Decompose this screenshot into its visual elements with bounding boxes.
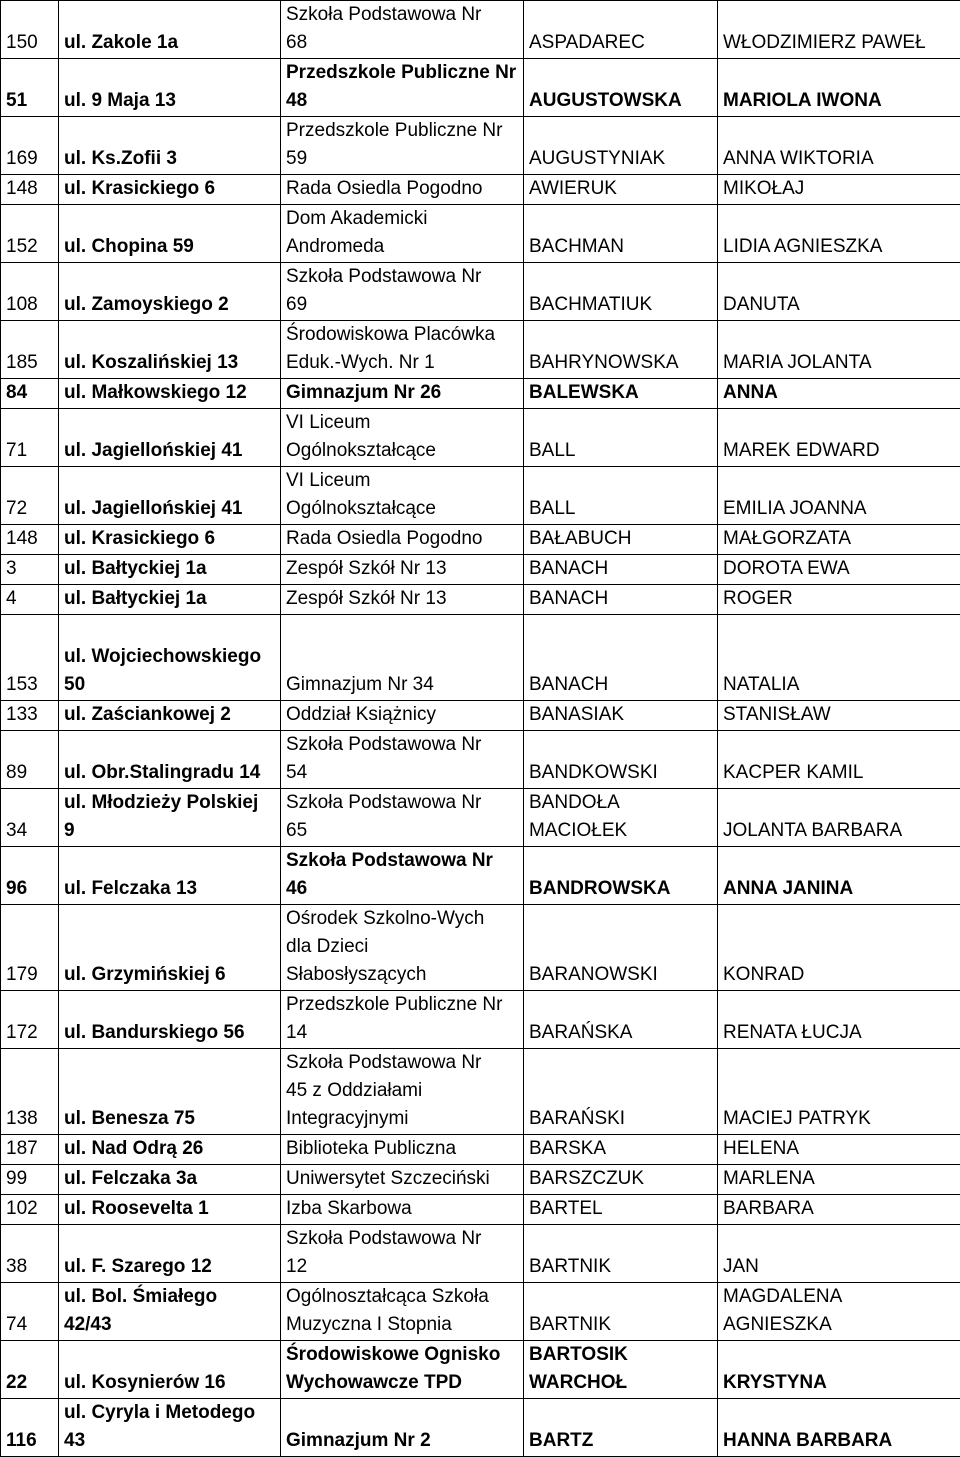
cell-id: 153 [1,615,59,701]
cell-surname: BANDROWSKA [524,847,718,905]
cell-first-names: MARLENA [718,1165,960,1195]
cell-institution: Biblioteka Publiczna [281,1135,524,1165]
cell-institution: Szkoła Podstawowa Nr 45 z Oddziałami Integracyjnymi [281,1049,524,1135]
cell-id: 185 [1,321,59,379]
table-row [1,467,960,525]
cell-institution: Zespół Szkół Nr 13 [281,585,524,615]
cell-institution: Rada Osiedla Pogodno [281,175,524,205]
cell-institution: Ośrodek Szkolno-Wych dla Dzieci Słabosłyszących [281,905,524,991]
cell-address: ul. Grzymińskiej 6 [59,905,281,991]
cell-id: 148 [1,175,59,205]
cell-id: 152 [1,205,59,263]
table-row [1,1,960,59]
cell-surname: AUGUSTYNIAK [524,117,718,175]
cell-address: ul. Jagiellońskiej 41 [59,467,281,525]
table-row [1,847,960,905]
cell-surname: BARANOWSKI [524,905,718,991]
cell-id: 71 [1,409,59,467]
table-row [1,731,960,789]
cell-address: ul. Ks.Zofii 3 [59,117,281,175]
cell-address: ul. Zaściankowej 2 [59,701,281,731]
cell-address: ul. Jagiellońskiej 41 [59,409,281,467]
cell-id: 84 [1,379,59,409]
cell-institution: Szkoła Podstawowa Nr 68 [281,1,524,59]
table-row [1,991,960,1049]
cell-institution: Rada Osiedla Pogodno [281,525,524,555]
cell-id: 22 [1,1341,59,1399]
cell-id: 116 [1,1399,59,1457]
cell-first-names: KACPER KAMIL [718,731,960,789]
cell-surname: BARTOSIK WARCHOŁ [524,1341,718,1399]
cell-surname: BARAŃSKA [524,991,718,1049]
cell-surname: BARSZCZUK [524,1165,718,1195]
cell-address: ul. Wojciechowskiego 50 [59,615,281,701]
cell-institution: VI Liceum Ogólnokształcące [281,409,524,467]
cell-address: ul. Cyryla i Metodego 43 [59,1399,281,1457]
table-row [1,409,960,467]
cell-address: ul. Bol. Śmiałego 42/43 [59,1283,281,1341]
cell-institution: Szkoła Podstawowa Nr 65 [281,789,524,847]
cell-address: ul. Roosevelta 1 [59,1195,281,1225]
cell-first-names: MIKOŁAJ [718,175,960,205]
cell-first-names: MAREK EDWARD [718,409,960,467]
cell-address: ul. Bałtyckiej 1a [59,555,281,585]
cell-institution: Środowiskowe Ognisko Wychowawcze TPD [281,1341,524,1399]
cell-institution: Przedszkole Publiczne Nr 48 [281,59,524,117]
cell-surname: BALEWSKA [524,379,718,409]
table-row [1,555,960,585]
cell-first-names: ANNA WIKTORIA [718,117,960,175]
table-row [1,525,960,555]
cell-institution: Gimnazjum Nr 34 [281,615,524,701]
cell-institution: Ogólnoształcąca Szkoła Muzyczna I Stopnia [281,1283,524,1341]
cell-institution: Szkoła Podstawowa Nr 54 [281,731,524,789]
cell-institution: Gimnazjum Nr 26 [281,379,524,409]
cell-first-names: ANNA [718,379,960,409]
cell-institution: Szkoła Podstawowa Nr 12 [281,1225,524,1283]
table-row [1,59,960,117]
cell-id: 51 [1,59,59,117]
cell-address: ul. F. Szarego 12 [59,1225,281,1283]
cell-surname: BANACH [524,585,718,615]
table-row [1,615,960,701]
cell-surname: BAŁABUCH [524,525,718,555]
cell-first-names: NATALIA [718,615,960,701]
cell-id: 172 [1,991,59,1049]
cell-institution: Przedszkole Publiczne Nr 59 [281,117,524,175]
cell-first-names: STANISŁAW [718,701,960,731]
table-row [1,585,960,615]
cell-institution: Środowiskowa Placówka Eduk.-Wych. Nr 1 [281,321,524,379]
table-row [1,1283,960,1341]
cell-surname: BALL [524,467,718,525]
cell-address: ul. Małkowskiego 12 [59,379,281,409]
table-row [1,205,960,263]
cell-id: 38 [1,1225,59,1283]
cell-institution: Zespół Szkół Nr 13 [281,555,524,585]
cell-address: ul. Zakole 1a [59,1,281,59]
cell-institution: Przedszkole Publiczne Nr 14 [281,991,524,1049]
cell-address: ul. Obr.Stalingradu 14 [59,731,281,789]
cell-institution: VI Liceum Ogólnokształcące [281,467,524,525]
cell-address: ul. Krasickiego 6 [59,525,281,555]
cell-address: ul. Zamoyskiego 2 [59,263,281,321]
cell-surname: BALL [524,409,718,467]
cell-first-names: JAN [718,1225,960,1283]
cell-institution: Dom Akademicki Andromeda [281,205,524,263]
table-row [1,1195,960,1225]
table-row [1,1165,960,1195]
cell-id: 72 [1,467,59,525]
cell-first-names: HELENA [718,1135,960,1165]
cell-id: 102 [1,1195,59,1225]
cell-first-names: LIDIA AGNIESZKA [718,205,960,263]
cell-first-names: DANUTA [718,263,960,321]
cell-id: 150 [1,1,59,59]
cell-surname: BARTNIK [524,1283,718,1341]
cell-id: 138 [1,1049,59,1135]
table-row [1,321,960,379]
cell-institution: Uniwersytet Szczeciński [281,1165,524,1195]
cell-address: ul. Bandurskiego 56 [59,991,281,1049]
cell-id: 187 [1,1135,59,1165]
cell-surname: AUGUSTOWSKA [524,59,718,117]
cell-surname: AWIERUK [524,175,718,205]
cell-institution: Gimnazjum Nr 2 [281,1399,524,1457]
cell-id: 96 [1,847,59,905]
cell-surname: BANASIAK [524,701,718,731]
table-row [1,1225,960,1283]
cell-first-names: MAGDALENA AGNIESZKA [718,1283,960,1341]
cell-surname: BANDKOWSKI [524,731,718,789]
cell-surname: BANACH [524,615,718,701]
cell-address: ul. Bałtyckiej 1a [59,585,281,615]
cell-address: ul. Koszalińskiej 13 [59,321,281,379]
cell-first-names: RENATA ŁUCJA [718,991,960,1049]
cell-first-names: MACIEJ PATRYK [718,1049,960,1135]
cell-surname: BANACH [524,555,718,585]
table-row [1,1399,960,1457]
table-row [1,1049,960,1135]
cell-id: 3 [1,555,59,585]
cell-id: 179 [1,905,59,991]
cell-address: ul. Benesza 75 [59,1049,281,1135]
cell-surname: BARTZ [524,1399,718,1457]
cell-address: ul. Felczaka 3a [59,1165,281,1195]
table-row [1,117,960,175]
cell-address: ul. Chopina 59 [59,205,281,263]
table-row [1,1135,960,1165]
cell-surname: BACHMAN [524,205,718,263]
cell-first-names: KRYSTYNA [718,1341,960,1399]
cell-first-names: MARIOLA IWONA [718,59,960,117]
cell-first-names: KONRAD [718,905,960,991]
cell-id: 4 [1,585,59,615]
cell-address: ul. Felczaka 13 [59,847,281,905]
table-row [1,379,960,409]
cell-first-names: MARIA JOLANTA [718,321,960,379]
cell-institution: Izba Skarbowa [281,1195,524,1225]
cell-surname: BACHMATIUK [524,263,718,321]
cell-address: ul. Krasickiego 6 [59,175,281,205]
cell-address: ul. Młodzieży Polskiej 9 [59,789,281,847]
cell-surname: BAHRYNOWSKA [524,321,718,379]
cell-id: 74 [1,1283,59,1341]
cell-surname: BARTNIK [524,1225,718,1283]
cell-surname: BARTEL [524,1195,718,1225]
cell-first-names: JOLANTA BARBARA [718,789,960,847]
cell-id: 108 [1,263,59,321]
cell-first-names: HANNA BARBARA [718,1399,960,1457]
cell-id: 169 [1,117,59,175]
cell-id: 133 [1,701,59,731]
cell-first-names: DOROTA EWA [718,555,960,585]
cell-id: 99 [1,1165,59,1195]
cell-surname: ASPADAREC [524,1,718,59]
cell-id: 148 [1,525,59,555]
cell-first-names: EMILIA JOANNA [718,467,960,525]
cell-institution: Szkoła Podstawowa Nr 46 [281,847,524,905]
cell-first-names: ANNA JANINA [718,847,960,905]
cell-id: 89 [1,731,59,789]
cell-first-names: BARBARA [718,1195,960,1225]
table-row [1,701,960,731]
table-row [1,175,960,205]
cell-institution: Szkoła Podstawowa Nr 69 [281,263,524,321]
cell-address: ul. Kosynierów 16 [59,1341,281,1399]
table-row [1,263,960,321]
cell-address: ul. Nad Odrą 26 [59,1135,281,1165]
cell-id: 34 [1,789,59,847]
cell-first-names: ROGER [718,585,960,615]
table-row [1,789,960,847]
cell-surname: BARSKA [524,1135,718,1165]
cell-address: ul. 9 Maja 13 [59,59,281,117]
cell-first-names: WŁODZIMIERZ PAWEŁ [718,1,960,59]
cell-institution: Oddział Książnicy [281,701,524,731]
cell-surname: BANDOŁA MACIOŁEK [524,789,718,847]
cell-first-names: MAŁGORZATA [718,525,960,555]
records-table-body [1,1,960,1457]
cell-surname: BARAŃSKI [524,1049,718,1135]
table-row [1,905,960,991]
table-row [1,1341,960,1399]
